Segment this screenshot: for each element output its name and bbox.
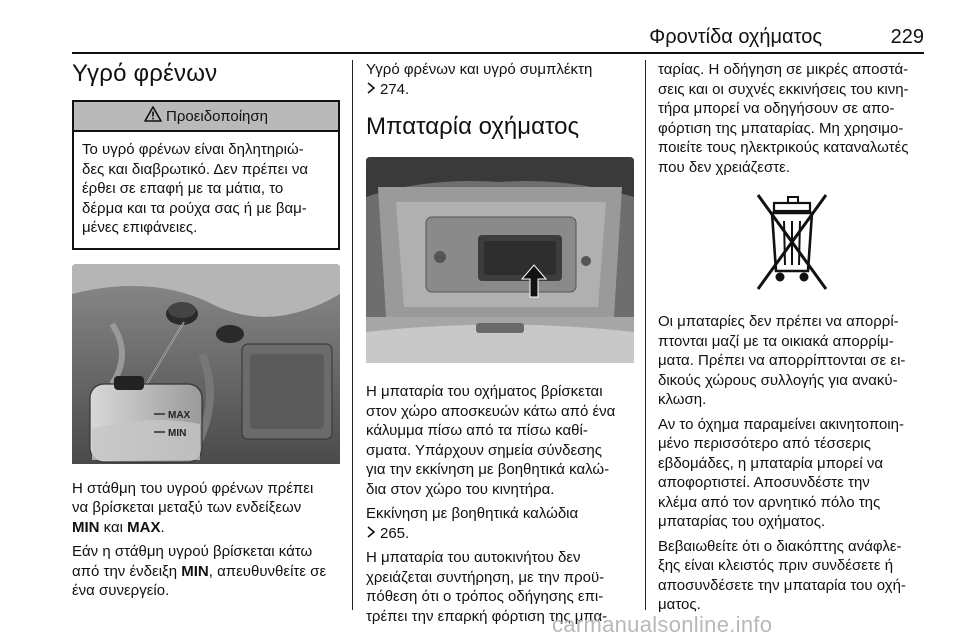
column-divider [645,60,646,610]
text-line: πτονται μαζί με τα οικιακά απορρίμ- [658,332,894,350]
text-line: τήρα μπορεί να οδηγήσουν σε απο- [658,100,895,117]
paragraph [658,60,926,177]
battery-text [366,382,634,626]
text-fragment: . [160,518,165,536]
text-line: ταρίας. Η οδήγηση σε μικρές αποστά- [658,61,909,78]
text-line: Η μπαταρία του οχήματος βρίσκεται [366,383,603,400]
text-line: πόθεση ότι ο τρόπος οδήγησης επι- [366,588,604,605]
text-line: κλέμα από τον αρνητικό πόλο της [658,493,881,511]
watermark: carmanualsonline.info [552,612,773,637]
max-mark-label: MAX [168,409,191,421]
text-line: Εκκίνηση με βοηθητικά καλώδια [366,505,579,522]
text-fragment: και [99,518,128,536]
text-line: Υγρό φρένων και υγρό συμπλέκτη [366,61,593,78]
column-3 [658,60,926,620]
page-reference-icon [366,524,376,544]
text-line: εβδομάδες, η μπαταρία μπορεί να [658,454,883,472]
warning-triangle-icon [144,106,162,126]
column-divider [352,60,353,610]
paragraph [658,537,926,615]
text-line: Οι μπαταρίες δεν πρέπει να απορρί- [658,313,899,330]
text-line: δια στον χώρο του κινητήρα. [366,480,555,498]
brake-fluid-level-text [72,479,340,601]
warning-heading [74,102,338,132]
header-rule [72,52,924,54]
paragraph [658,312,926,410]
text-line: τρέπει την επαρκή φόρτιση της μπα- [366,607,608,625]
warning-line: δες και διαβρωτικό. Δεν πρέπει να [82,160,309,178]
warning-heading-label: Προειδοποίηση [166,107,268,125]
brake-fluid-reservoir-figure [72,264,340,469]
crossed-out-wheelie-bin-icon [658,185,926,302]
paragraph [72,479,340,538]
text-line: ένα συνεργείο. [72,582,170,599]
running-title: Φροντίδα οχήματος [649,26,822,48]
text-line: μένο περισσότερο από τέσσερις [658,435,871,452]
text-line: Η μπαταρία του αυτοκινήτου δεν [366,549,581,566]
page-reference[interactable]: 274. [380,80,410,98]
text-line: κάλυμμα πίσω από τα πίσω καθί- [366,422,588,439]
warning-line: δέρμα και τα ρούχα σας ή με βαμ- [82,199,307,217]
text-line: αποσυνδέσετε την μπαταρία του οχή- [658,576,906,594]
text-line: Αν το όχημα παραμείνει ακινητοποιη- [658,415,904,433]
text-line: αποφορτιστεί. Αποσυνδέστε την [658,474,870,491]
section-title-vehicle-battery: Μπαταρία οχήματος [366,113,580,140]
page-number: 229 [890,26,924,48]
warning-line: Το υγρό φρένων είναι δηλητηριώ- [82,141,304,158]
text-line: Βεβαιωθείτε ότι ο διακόπτης ανάφλε- [658,537,902,555]
page-reference-icon [366,80,376,100]
min-term: MIN [72,518,100,536]
warning-line: έρθει σε επαφή με τα μάτια, το [82,180,284,197]
paragraph [658,415,926,532]
text-line: ποιείτε τους ηλεκτρικούς καταναλωτές [658,139,909,156]
text-line: φόρτιση της μπαταρίας. Μη χρησιμο- [658,119,904,137]
warning-box [72,100,340,250]
text-line: ματος. [658,596,701,613]
max-term: MAX [127,518,161,536]
text-line: για την εκκίνηση με βοηθητικά καλώ- [366,461,610,478]
text-line: Εάν η στάθμη υγρού βρίσκεται κάτω [72,543,313,560]
text-line: σεις και οι συχνές εκκινήσεις του κινη- [658,80,909,98]
trunk-battery-figure [366,157,634,368]
column-1 [72,60,340,606]
paragraph [366,382,634,499]
text-line: στον χώρο αποσκευών κάτω από ένα [366,402,616,420]
warning-line: μένες επιφάνειες. [82,219,198,236]
text-line: χρειάζεται συντήρηση, με την προϋ- [366,568,605,586]
text-fragment: από την ένδειξη [72,562,182,580]
text-fragment: , απευθυνθείτε σε [208,562,327,580]
text-line: κλωση. [658,391,707,408]
section-title-brake-fluid: Υγρό φρένων [72,60,218,87]
cross-reference [366,504,634,543]
min-mark-label: MIN [168,427,187,439]
text-line: ματα. Πρέπει να απορρίπτονται σε ει- [658,352,906,369]
text-line: μπαταρίας του οχήματος. [658,513,826,530]
text-line: ξης είναι κλειστός πριν συνδέσετε ή [658,557,894,574]
page-reference[interactable]: 265. [380,524,410,542]
warning-body [74,132,338,248]
min-term: MIN [181,562,209,580]
text-line: σματα. Υπάρχουν σημεία σύνδεσης [366,441,602,459]
cross-reference [366,60,634,99]
text-line: που δεν χρειάζεστε. [658,158,790,176]
text-line: δικούς χώρους συλλογής για ανακύ- [658,371,898,389]
text-line: να βρίσκεται μεταξύ των ενδείξεων [72,499,302,516]
paragraph [72,542,340,601]
column-2 [366,60,634,631]
text-line: Η στάθμη του υγρού φρένων πρέπει [72,479,314,497]
